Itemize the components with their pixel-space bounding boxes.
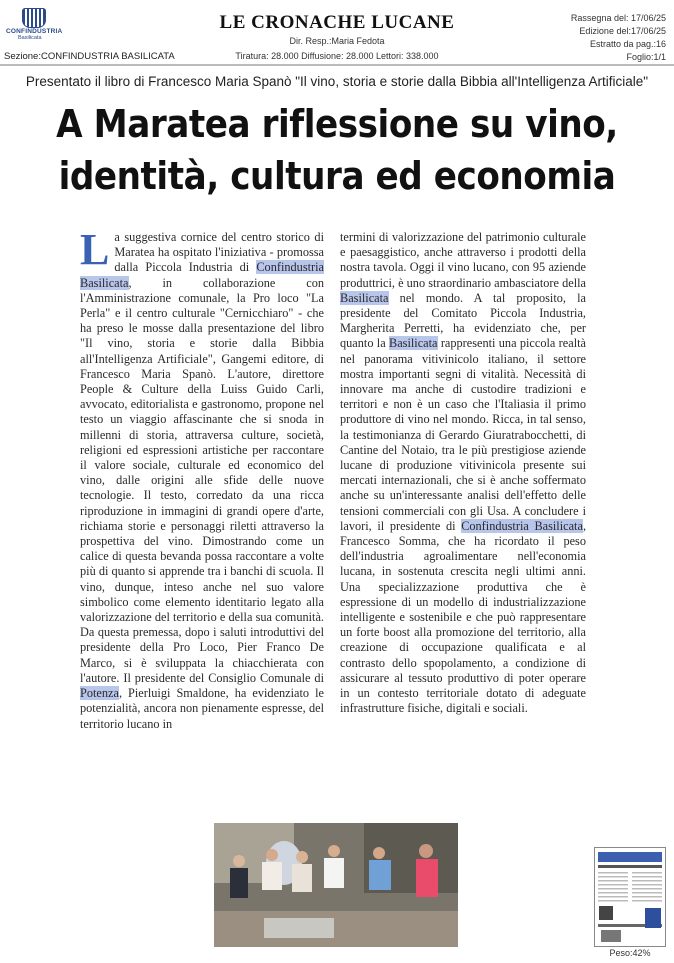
foglio-count: Foglio:1/1 — [626, 52, 666, 62]
section-label: Sezione:CONFINDUSTRIA BASILICATA — [4, 51, 175, 62]
article-headline — [37, 98, 636, 202]
text-run: , in collaborazione con l'Amministrazione comunale, la Pro loco "La Perla" e il centro culturale "Cernicchiaro" - che ha preso le mosse dalla presentazione del libro "Il vino, storia e storie dalla Bibbia all'Intelligenza Artificiale", Gangemi editore, di Francesco Maria Spanò. L'autore, direttore People & Culture della Luiss Guido Carli, avvocato, editorialista e gastronomo, propone nel testo un viaggio affascinante che si snoda in millenni di storia, attraversa culture, società, religioni ed espressioni artistiche per raccontare il valore sociale, culturale ed economico del vino, dalle origini alle sfide delle nuove tecnologie. Il testo, corredato da una ricca riproduzione in immagini di grandi opere d'arte, richiama storie e personaggi riletti attraverso la prospettiva del vino. Dimostrando come un calice di questa bevanda possa raccontare a volte più di quanto si apprende tra i banchi di scuola. Il vino, dunque, inteso anche nel suo valore simbolico come elemento identitario legato alla valorizzazione del territorio e della sua comunità. Da questa premessa, dopo i saluti introduttivi del presidente della Pro Loco, Pier Franco De Marco, si è sviluppata la chiacchierata con l'autore. Il presidente del Consiglio Comunale di — [80, 275, 324, 685]
newspaper-title: LE CRONACHE LUCANE — [219, 12, 455, 33]
highlight-basilicata: Basilicata — [389, 336, 438, 351]
circulation-line: Tiratura: 28.000 Diffusione: 28.000 Lettori: 338.000 — [235, 51, 439, 61]
text-run: , Pierluigi Smaldone, ha evidenziato le potenzialità, ancora non pienamente espresse, del territorio lucano in — [80, 686, 324, 731]
estratto-page: Estratto da pag.:16 — [589, 39, 666, 49]
column-2-text — [340, 230, 586, 717]
page-thumbnail-illustration — [595, 848, 665, 946]
director-line: Dir. Resp.:Maria Fedota — [289, 36, 385, 46]
text-run: rappresenti una piccola realtà nel panorama vitivinicolo italiano, il settore mostra importanti segni di vitalità. Necessità di innovare ma anche di custodire tradizioni e territori e non è un caso che l'Italiasia il primo produttore di vino nel mondo. Ricca, in tal senso, la testimonianza di Gerardo Giuratrabocchetti, di Cantine del Notaio, tra le più prestigiose aziende lucane di produzione vitivinicola presente sui mercati internazionali, che si è anche soffermato anche su un'interessante analisi dell'effetto delle tensioni commerciali con gli Usa. A concludere i lavori, il presidente di — [340, 336, 586, 533]
event-photo — [214, 823, 458, 947]
highlight-basilicata: Basilicata — [340, 290, 389, 305]
header-divider — [0, 64, 674, 66]
clipping-header — [0, 0, 674, 64]
page-thumbnail — [594, 847, 666, 947]
article-kicker: Presentato il libro di Francesco Maria Spanò "Il vino, storia e storie dalla Bibbia all'Intelligenza Artificiale" — [25, 74, 649, 89]
edizione-date: Edizione del:17/06/25 — [579, 26, 666, 36]
article-column-1 — [80, 225, 324, 802]
headline-line1: A Maratea riflessione su vino, — [56, 102, 618, 146]
text-run: , Francesco Somma, che ha ricordato il peso dell'industria agroalimentare nell'economia lucana, in sostenuta crescita negli ultimi anni. Una specializzazione produttiva che è espressione di un modello di industrializzazione intelligente e sostenibile e che può rappresentare un forte boost alla promozione del territorio, alla creazione di occupazione qualificata e al contrasto dello spopolamento, a condizione di assicurare al tessuto produttivo di poter operare in un contesto territoriale dotato di adeguate infrastrutture fisiche, digitali e sociali. — [340, 518, 587, 716]
headline-line2: identità, cultura ed economia — [58, 154, 616, 198]
logo-line2: Basilicata — [18, 35, 42, 41]
clipping-meta — [571, 12, 666, 64]
logo-line1: CONFINDUSTRIA — [6, 28, 63, 35]
highlight-confindustria: Confindustria Basilicata — [80, 260, 324, 290]
highlight-confindustria: Confindustria Basilicata — [461, 518, 583, 533]
article-column-2 — [340, 230, 586, 802]
column-1-text — [80, 225, 324, 732]
text-run: nel mondo. A tal proposito, la presidente del Comitato Piccola Industria, Margherita Perretti, ha evidenziato che, per quanto la — [340, 290, 586, 351]
peso-label: Peso:42% — [609, 948, 651, 958]
drop-cap: L — [80, 225, 110, 274]
highlight-potenza: Potenza — [80, 686, 119, 701]
text-run: a suggestiva cornice del centro storico di Maratea ha ospitato l'iniziativa - promossa dalla Piccola Industria di — [114, 230, 324, 275]
text-run: termini di valorizzazione del patrimonio culturale e paesaggistico, anche attraverso i prodotti della nostra tavola. Oggi il vino lucano, con 95 aziende produttrici, è uno straordinario ambasciatore della — [340, 230, 586, 290]
event-photo-illustration — [214, 823, 458, 947]
rassegna-date: Rassegna del: 17/06/25 — [570, 13, 666, 23]
